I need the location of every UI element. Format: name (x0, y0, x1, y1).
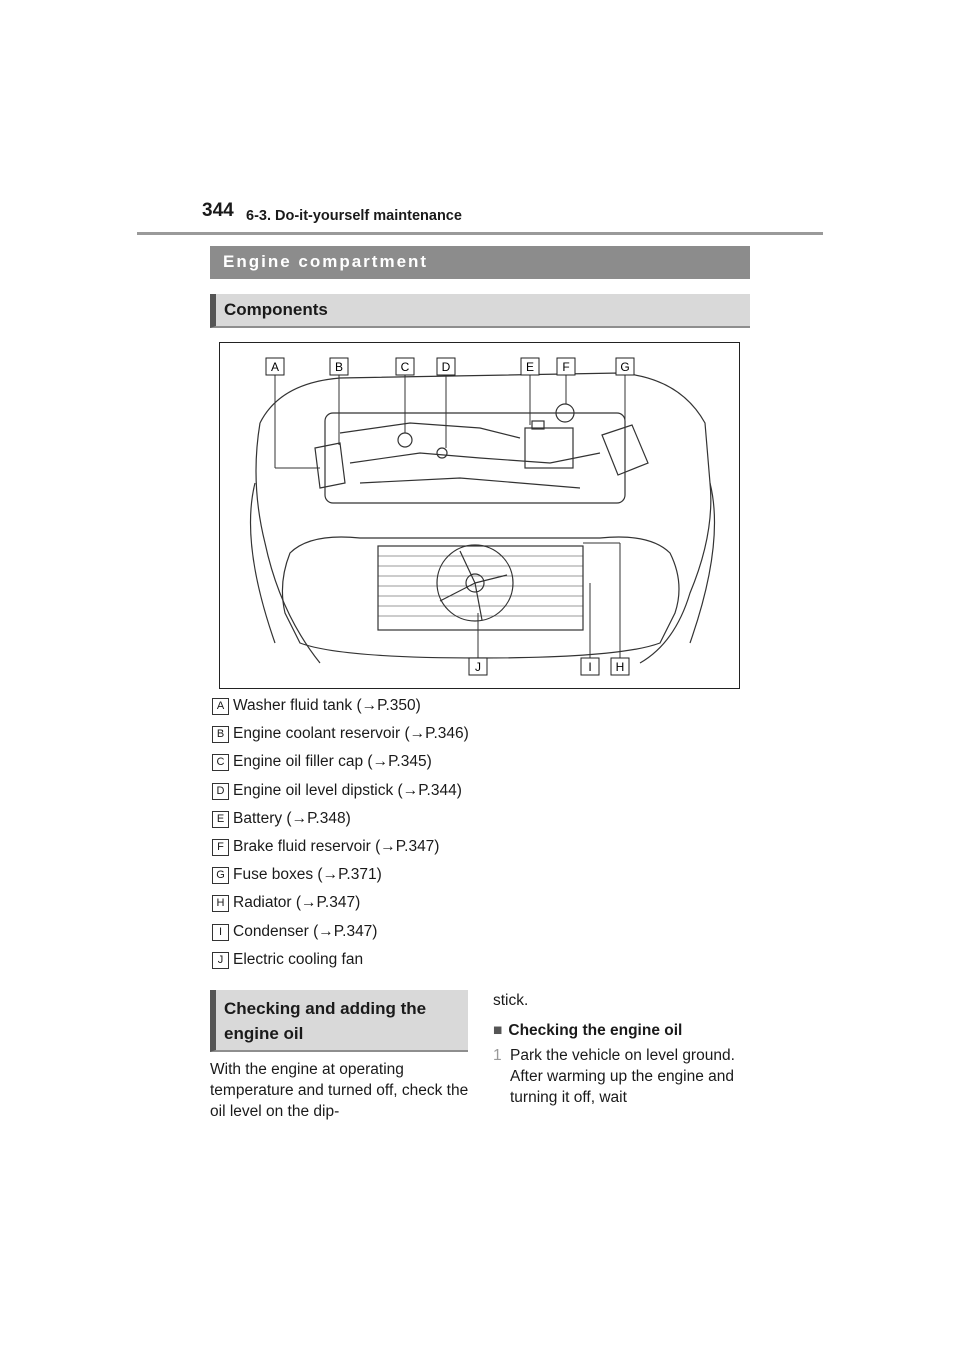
legend-text: Engine oil filler cap (→P.345) (233, 753, 432, 771)
legend-text: Brake fluid reservoir (→P.347) (233, 837, 440, 855)
legend-text: Battery (→P.348) (233, 809, 351, 827)
callout-g: G (620, 360, 630, 374)
callout-i: I (588, 660, 592, 674)
callout-a: A (270, 360, 280, 374)
components-heading: Components (210, 294, 750, 328)
legend-badge: A (212, 698, 229, 715)
legend-badge: D (212, 783, 229, 800)
square-bullet-icon: ■ (493, 1022, 503, 1039)
legend-text: Electric cooling fan (233, 950, 364, 968)
legend-badge: J (212, 952, 229, 969)
page-number: 344 (202, 200, 234, 221)
oil-step-1 (493, 1045, 763, 1108)
callout-d: D (441, 360, 451, 374)
legend-badge: I (212, 924, 229, 941)
callout-e: E (525, 360, 535, 374)
section-name: 6-3. Do-it-yourself maintenance (246, 208, 462, 224)
bottom-callouts (469, 658, 629, 675)
legend-badge: H (212, 895, 229, 912)
oil-subheading-text: Checking the engine oil (508, 1022, 683, 1039)
legend-text: Condenser (→P.347) (233, 922, 378, 940)
top-callouts (266, 358, 634, 375)
oil-intro-paragraph: With the engine at operating temperature and turned off, check the oil level on the dip- (210, 1061, 469, 1120)
oil-heading-line2: engine oil (224, 1024, 304, 1043)
oil-heading-line1: Checking and adding the (224, 999, 427, 1018)
callout-f: F (562, 360, 570, 374)
legend-badge: E (212, 811, 229, 828)
legend-text: Engine coolant reservoir (→P.346) (233, 725, 469, 743)
legend-badge: G (212, 867, 229, 884)
oil-right-column (493, 990, 763, 1108)
header-rule (137, 232, 823, 235)
oil-subheading (493, 1020, 763, 1041)
page-title: Engine compartment (210, 246, 750, 279)
legend-text: Washer fluid tank (→P.350) (233, 697, 421, 714)
callout-h: H (615, 660, 625, 674)
legend-text: Fuse boxes (→P.371) (233, 866, 382, 884)
step-number: 1 (493, 1047, 502, 1064)
step-text: Park the vehicle on level ground. After warming up the engine and turning it off, wait (510, 1047, 735, 1106)
callout-j: J (475, 660, 481, 674)
oil-section-heading (210, 990, 468, 1052)
engine-figure (219, 342, 740, 689)
oil-intro-continued: stick. (493, 992, 529, 1009)
legend-text: Engine oil level dipstick (→P.344) (233, 781, 462, 799)
callout-b: B (334, 360, 344, 374)
callout-c: C (400, 360, 410, 374)
legend-badge: B (212, 726, 229, 743)
legend-text: Radiator (→P.347) (233, 894, 361, 912)
legend-badge: C (212, 754, 229, 771)
engine-illustration (220, 343, 739, 688)
legend-badge: F (212, 839, 229, 856)
